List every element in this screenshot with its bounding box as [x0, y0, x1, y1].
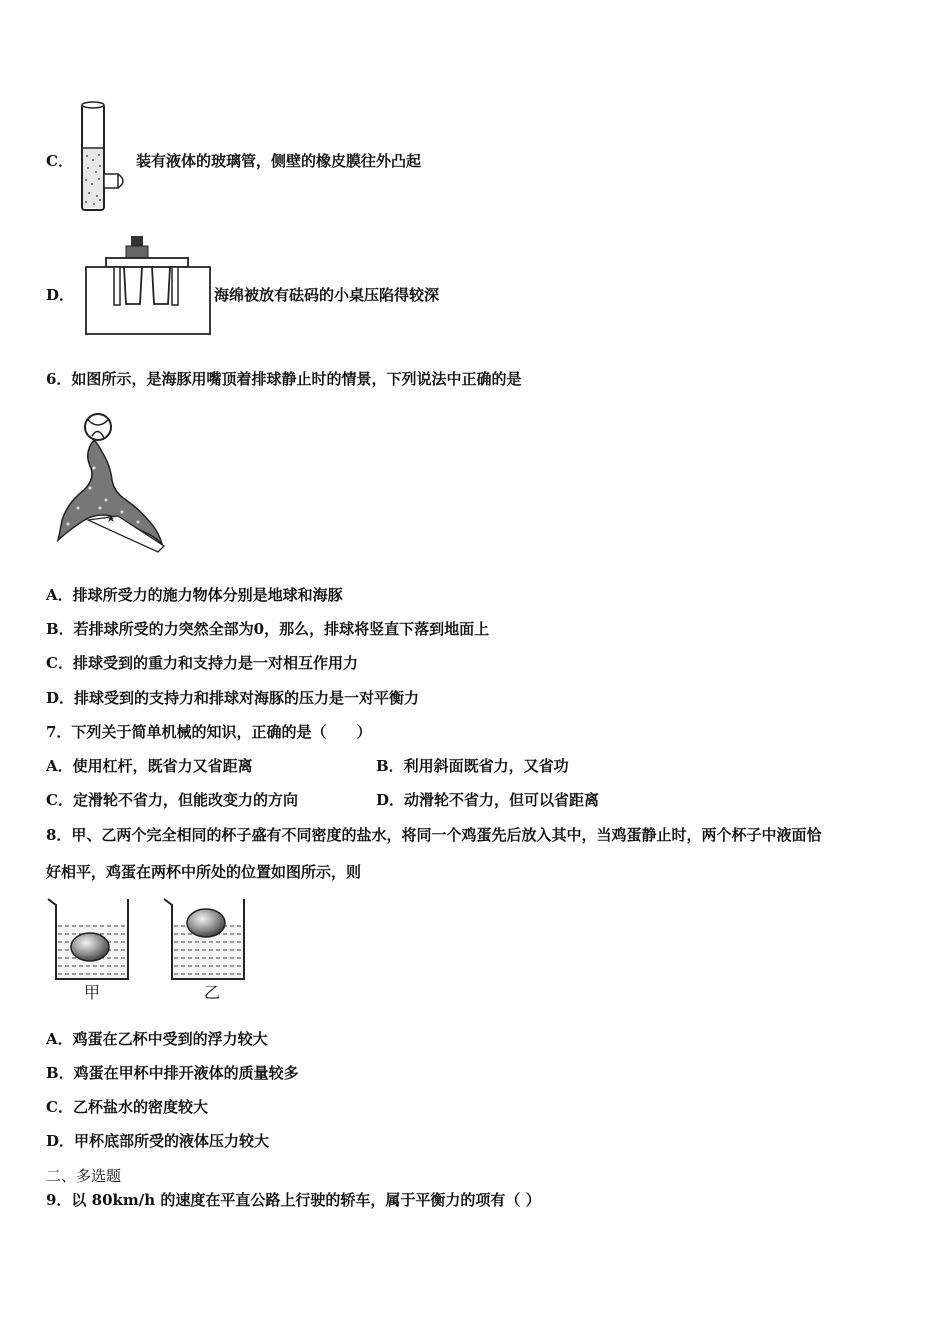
q7-option-a: A．使用杠杆，既省力又省距离 [46, 757, 253, 775]
egg-in-cup-yi [187, 909, 225, 937]
cup-jia-label: 甲 [84, 983, 101, 1002]
q6-option-c: C．排球受到的重力和支持力是一对相互作用力 [46, 654, 358, 672]
dolphin-ball-figure [54, 408, 170, 556]
q8-stem-line-2: 好相平，鸡蛋在两杯中所处的位置如图所示，则 [46, 863, 362, 881]
egg-in-cup-jia [71, 933, 109, 961]
cup-jia-figure [46, 895, 136, 983]
q5-option-c-text: 装有液体的玻璃管，侧壁的橡皮膜往外凸起 [136, 152, 422, 170]
q6-stem: 6．如图所示，是海豚用嘴顶着排球静止时的情景，下列说法中正确的是 [46, 370, 522, 388]
q7-option-c: C．定滑轮不省力，但能改变力的方向 [46, 791, 298, 809]
sponge-table-figure [84, 232, 214, 338]
q7-option-d: D．动滑轮不省力，但可以省距离 [376, 791, 600, 809]
q5-option-d-text: 海绵被放有砝码的小桌压陷得较深 [214, 286, 440, 304]
glass-tube-figure [76, 100, 134, 215]
q6-option-d: D．排球受到的支持力和排球对海豚的压力是一对平衡力 [46, 689, 420, 707]
q6-option-a: A．排球所受力的施力物体分别是地球和海豚 [46, 586, 343, 604]
q6-option-b: B．若排球所受的力突然全部为0，那么，排球将竖直下落到地面上 [46, 620, 490, 638]
cup-yi-label: 乙 [204, 983, 221, 1002]
q5-option-c-label: C． [46, 152, 73, 170]
q9-stem: 9．以 80km/h 的速度在平直公路上行驶的轿车，属于平衡力的项有（ ） [46, 1191, 541, 1209]
q7-stem: 7．下列关于简单机械的知识，正确的是（ ） [46, 723, 372, 741]
q8-option-a: A．鸡蛋在乙杯中受到的浮力较大 [46, 1030, 268, 1048]
q5-option-d-label: D． [46, 286, 75, 304]
q7-option-b: B．利用斜面既省力，又省功 [376, 757, 569, 775]
q8-option-d: D．甲杯底部所受的液体压力较大 [46, 1132, 270, 1150]
section-title-multiple-choice: 二、多选题 [46, 1167, 122, 1185]
cup-yi-figure [162, 895, 252, 983]
q8-stem-line-1: 8．甲、乙两个完全相同的杯子盛有不同密度的盐水，将同一个鸡蛋先后放入其中，当鸡蛋静止时，两个杯子中液面恰 [46, 826, 822, 844]
q8-option-b: B．鸡蛋在甲杯中排开液体的质量较多 [46, 1064, 299, 1082]
q8-option-c: C．乙杯盐水的密度较大 [46, 1098, 208, 1116]
